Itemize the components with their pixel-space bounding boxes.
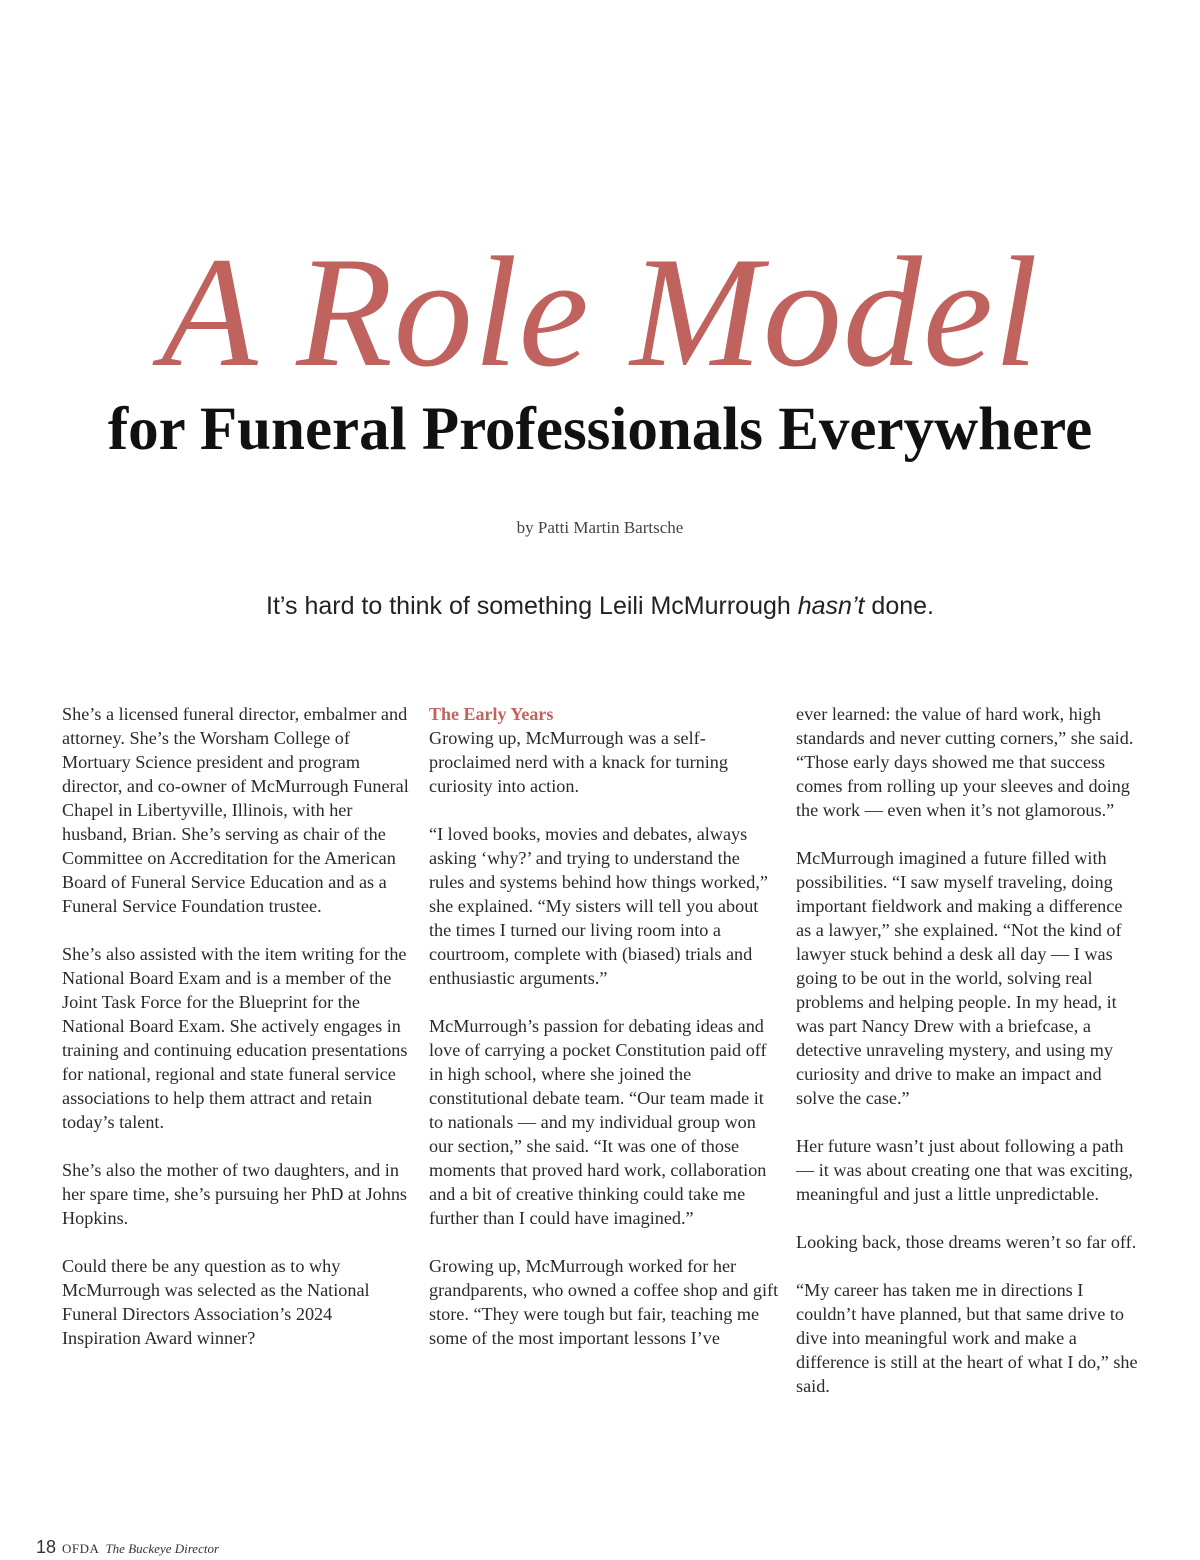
paragraph: She’s a licensed funeral director, embalmer and attorney. She’s the Worsham College of Mortuary Science president and program director, and co-owner of McMurrough Funeral Chapel in Libertyville, Illinois, with her husband, Brian. She’s serving as chair of the Committee on Accreditation for the American Board of Funeral Service Education and as a Funeral Service Foundation trustee. bbox=[62, 704, 409, 916]
section-subhead: The Early Years bbox=[429, 704, 554, 724]
page-footer bbox=[36, 1536, 219, 1560]
paragraph: She’s also assisted with the item writing for the National Board Exam and is a member of the Joint Task Force for the Blueprint for the National Board Exam. She actively engages in training and continuing education presentations for national, regional and state funeral service associations to help them attract and retain today’s talent. bbox=[62, 944, 408, 1132]
paragraph: ever learned: the value of hard work, high standards and never cutting corners,” she said. “Those early days showed me that success comes from rolling up your sleeves and doing the work — even when it’s not glamorous.” bbox=[796, 704, 1134, 820]
article-subtitle: for Funeral Professionals Everywhere bbox=[107, 396, 1093, 463]
paragraph: She’s also the mother of two daughters, and in her spare time, she’s pursuing her PhD at Johns Hopkins. bbox=[62, 1160, 408, 1228]
byline: by Patti Martin Bartsche bbox=[516, 518, 684, 537]
deck-emphasis: hasn’t bbox=[797, 592, 865, 620]
paragraph: McMurrough’s passion for debating ideas and love of carrying a pocket Constitution paid off in high school, where she joined the constitutional debate team. “Our team made it to nationals — and my individual group won our section,” she said. “It was one of those moments that proved hard work, collaboration and a bit of creative thinking could take me further than I could have imagined.” bbox=[429, 1016, 767, 1228]
footer-org: OFDA bbox=[62, 1541, 100, 1556]
body-column-2 bbox=[429, 702, 779, 1374]
article-deck bbox=[0, 588, 1200, 624]
deck-text-before: It’s hard to think of something Leili McMurrough bbox=[266, 592, 798, 620]
paragraph: Could there be any question as to why McMurrough was selected as the National Funeral Directors Association’s 2024 Inspiration Award winner? bbox=[62, 1256, 370, 1348]
paragraph: “I loved books, movies and debates, always asking ‘why?’ and trying to understand the rules and systems behind how things worked,” she explained. “My sisters will tell you about the times I turned our living room into a courtroom, complete with (biased) trials and enthusiastic arguments.” bbox=[429, 824, 768, 988]
deck-text-after: done. bbox=[864, 592, 934, 620]
paragraph: Growing up, McMurrough worked for her grandparents, who owned a coffee shop and gift store. “They were tough but fair, teaching me some of the most important lessons I’ve bbox=[429, 1256, 779, 1348]
footer-magazine-title: The Buckeye Director bbox=[105, 1541, 220, 1556]
body-column-3 bbox=[796, 702, 1141, 1422]
body-column-1 bbox=[62, 702, 412, 1374]
paragraph: “My career has taken me in directions I couldn’t have planned, but that same drive to dive into meaningful work and make a difference is still at the heart of what I do,” she said. bbox=[796, 1280, 1138, 1396]
page-number: 18 bbox=[36, 1537, 57, 1557]
paragraph: Growing up, McMurrough was a self-proclaimed nerd with a knack for turning curiosity into action. bbox=[429, 728, 728, 796]
paragraph: McMurrough imagined a future filled with possibilities. “I saw myself traveling, doing important fieldwork and making a difference as a lawyer,” she explained. “Not the kind of lawyer stuck behind a desk all day — I was going to be out in the world, solving real problems and helping people. In my head, it was part Nancy Drew with a briefcase, a detective unraveling mystery, and using my curiosity and drive to make an impact and solve the case.” bbox=[796, 848, 1123, 1108]
article-title: A Role Model bbox=[161, 225, 1039, 400]
paragraph: Looking back, those dreams weren’t so far off. bbox=[796, 1232, 1137, 1252]
paragraph: Her future wasn’t just about following a path — it was about creating one that was exciting, meaningful and just a little unpredictable. bbox=[796, 1136, 1133, 1204]
